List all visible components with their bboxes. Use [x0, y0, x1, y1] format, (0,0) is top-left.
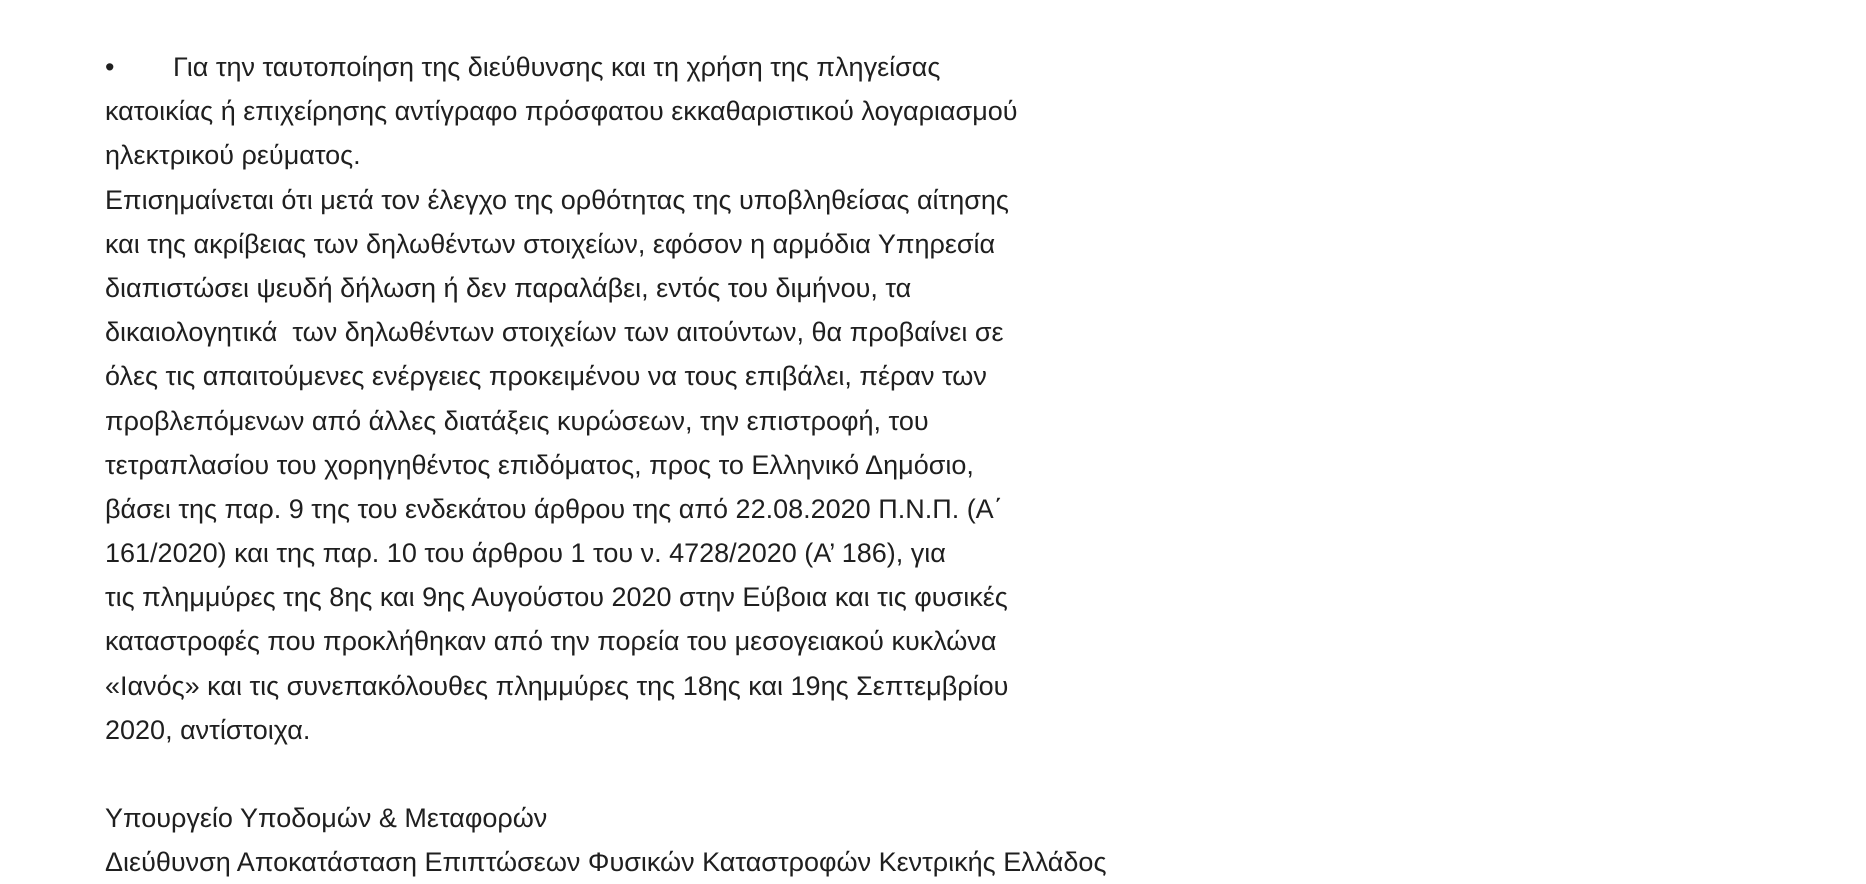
paragraph-line-4: δικαιολογητικά των δηλωθέντων στοιχείων των αιτούντων, θα προβαίνει σε — [105, 317, 1004, 348]
directorate-name: Διεύθυνση Αποκατάσταση Επιπτώσεων Φυσικών Καταστροφών Κεντρικής Ελλάδος — [105, 847, 1107, 878]
paragraph-line-10: τις πλημμύρες της 8ης και 9ης Αυγούστου 2020 στην Εύβοια και τις φυσικές — [105, 582, 1008, 613]
paragraph-line-7: τετραπλασίου του χορηγηθέντος επιδόματος, προς το Ελληνικό Δημόσιο, — [105, 449, 974, 480]
ministry-name: Υπουργείο Υποδομών & Μεταφορών — [105, 803, 548, 833]
bullet-marker: • — [105, 52, 115, 82]
bullet-item — [105, 45, 1805, 178]
signature-block — [105, 796, 1805, 884]
paragraph-line-3: διαπιστώσει ψευδή δήλωση ή δεν παραλάβει, εντός του διμήνου, τα — [105, 272, 912, 303]
paragraph-line-11: καταστροφές που προκλήθηκαν από την πορεία του μεσογειακού κυκλώνα — [105, 626, 997, 657]
paragraph-line-13: 2020, αντίστοιχα. — [105, 714, 311, 745]
paragraph-line-1: Επισημαίνεται ότι μετά τον έλεγχο της ορθότητας της υποβληθείσας αίτησης — [105, 184, 1009, 215]
bullet-first-line — [105, 45, 1805, 89]
notice-paragraph — [105, 178, 1805, 752]
bullet-line-1: Για την ταυτοποίηση της διεύθυνσης και τη χρήση της πληγείσας — [173, 52, 941, 82]
paragraph-line-9: 161/2020) και της παρ. 10 του άρθρου 1 του ν. 4728/2020 (Α’ 186), για — [105, 538, 946, 569]
bullet-line-2: κατοικίας ή επιχείρησης αντίγραφο πρόσφατου εκκαθαριστικού λογαριασμού — [105, 96, 1018, 127]
paragraph-line-2: και της ακρίβειας των δηλωθέντων στοιχείων, εφόσον η αρμόδια Υπηρεσία — [105, 228, 996, 259]
paragraph-spacer — [105, 752, 1805, 796]
document-body — [105, 45, 1805, 884]
paragraph-line-5: όλες τις απαιτούμενες ενέργειες προκειμένου να τους επιβάλει, πέραν των — [105, 361, 987, 392]
paragraph-line-8: βάσει της παρ. 9 της του ενδεκάτου άρθρου της από 22.08.2020 Π.Ν.Π. (Α΄ — [105, 493, 1003, 524]
paragraph-line-6: προβλεπόμενων από άλλες διατάξεις κυρώσεων, την επιστροφή, του — [105, 405, 929, 436]
paragraph-line-12: «Ιανός» και τις συνεπακόλουθες πλημμύρες της 18ης και 19ης Σεπτεμβρίου — [105, 670, 1009, 701]
bullet-line-3: ηλεκτρικού ρεύματος. — [105, 140, 361, 171]
